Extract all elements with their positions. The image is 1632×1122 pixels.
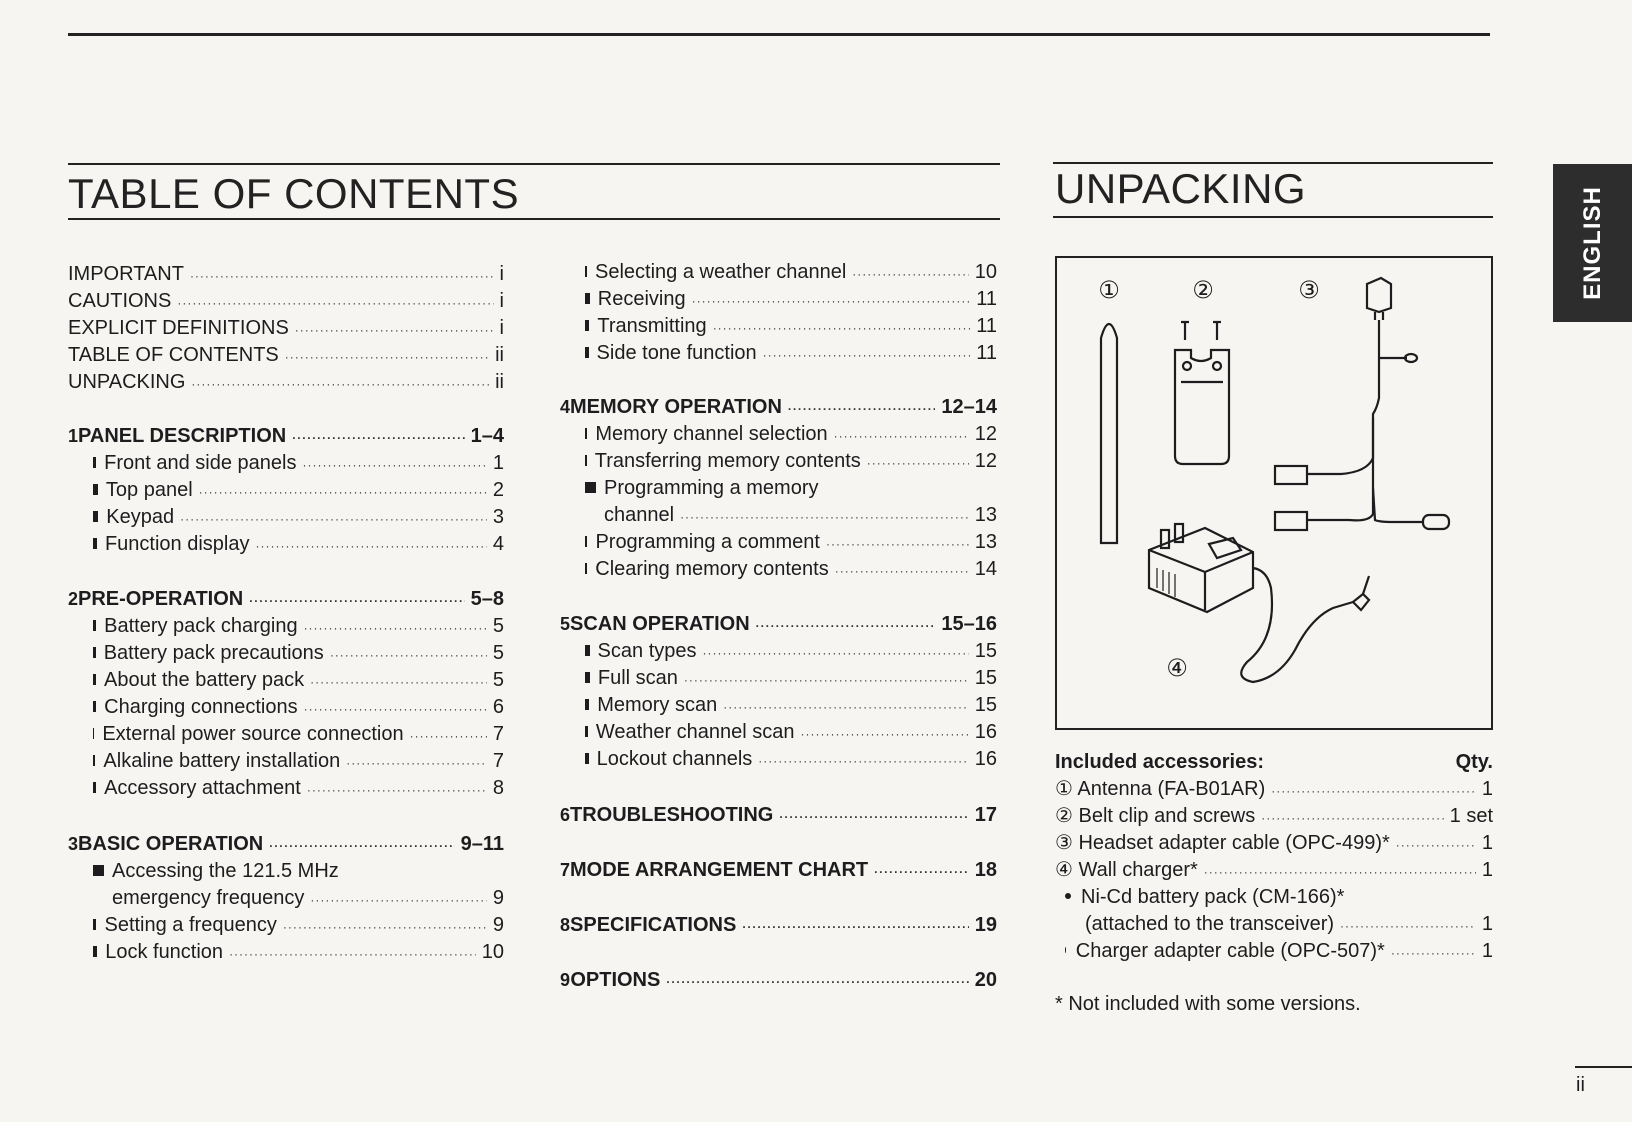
toc-entry[interactable]: EXPLICIT DEFINITIONS ····· i [68,316,504,342]
square-bullet-icon [93,674,96,685]
toc-entry[interactable]: Selecting a weather channel ····· 10 [585,260,997,286]
square-bullet-icon [93,755,95,766]
toc-entry[interactable]: Accessing the 121.5 MHz [93,859,504,883]
toc-entry[interactable]: Alkaline battery installation ····· 7 [93,749,504,775]
square-bullet-icon [585,699,589,710]
figure-label-4: ④ [1166,654,1188,682]
square-bullet-icon [585,320,589,331]
square-bullet-icon [93,511,98,522]
toc-section-1[interactable]: 1 PANEL DESCRIPTION ····· 1–4 [68,424,504,450]
toc-entry[interactable]: Battery pack charging ····· 5 [93,614,504,640]
top-rule [68,33,1490,36]
toc-entry[interactable]: Keypad ····· 3 [93,505,504,531]
square-bullet-icon [585,266,587,277]
toc-entry[interactable]: Charging connections ····· 6 [93,695,504,721]
toc-entry[interactable]: Front and side panels ····· 1 [93,451,504,477]
square-bullet-icon [585,455,587,466]
square-bullet-icon [93,701,96,712]
page-number: ii [1576,1074,1585,1096]
toc-entry[interactable]: CAUTIONS ····· i [68,289,504,315]
accessory-item: Ni-Cd battery pack (CM-166)* [1055,885,1493,909]
footnote: * Not included with some versions. [1055,993,1361,1015]
square-bullet-icon [93,728,94,739]
toc-entry[interactable]: Lock function ····· 10 [93,940,504,966]
toc-entry[interactable]: Programming a comment ····· 13 [585,530,997,556]
toc-entry[interactable]: Accessory attachment ····· 8 [93,776,504,802]
toc-entry[interactable]: Transmitting ····· 11 [585,314,997,340]
unpacking-title: UNPACKING [1055,165,1307,212]
toc-entry[interactable]: Weather channel scan ····· 16 [585,720,997,746]
square-bullet-icon [93,620,96,631]
unpacking-title-rule-bottom [1053,216,1493,218]
toc-entry[interactable]: IMPORTANT ····· i [68,262,504,288]
toc-entry[interactable]: Top panel ····· 2 [93,478,504,504]
square-bullet-icon [585,563,587,574]
accessory-item: ① Antenna (FA-B01AR) ····· 1 [1055,777,1493,803]
language-tab[interactable]: ENGLISH [1553,164,1632,322]
square-bullet-icon [585,482,596,493]
square-bullet-icon [585,672,590,683]
dot-bullet-icon [1065,947,1066,953]
page-number-rule [1575,1066,1632,1068]
toc-entry[interactable]: Memory channel selection ····· 12 [585,422,997,448]
toc-entry[interactable]: About the battery pack ····· 5 [93,668,504,694]
toc-entry[interactable]: channel ····· 13 [604,503,997,529]
toc-entry[interactable]: Battery pack precautions ····· 5 [93,641,504,667]
accessories-illustration [1055,256,1493,730]
toc-section-2[interactable]: 2 PRE-OPERATION ····· 5–8 [68,587,504,613]
toc-entry[interactable]: Setting a frequency ····· 9 [93,913,504,939]
accessory-item: ③ Headset adapter cable (OPC-499)* ····· 1 [1055,831,1493,857]
toc-entry[interactable]: Scan types ····· 15 [585,639,997,665]
toc-entry[interactable]: Programming a memory [585,476,997,500]
belt-clip-icon [1175,322,1229,464]
square-bullet-icon [585,753,589,764]
square-bullet-icon [93,946,97,957]
square-bullet-icon [585,347,589,358]
square-bullet-icon [585,428,587,439]
figure-label-2: ② [1192,276,1214,304]
toc-entry[interactable]: Full scan ····· 15 [585,666,997,692]
toc-title-rule-bottom [68,218,1000,220]
toc-entry[interactable]: Receiving ····· 11 [585,287,997,313]
toc-entry[interactable]: Lockout channels ····· 16 [585,747,997,773]
accessory-item: ② Belt clip and screws ····· 1 set [1055,804,1493,830]
toc-entry[interactable]: emergency frequency ····· 9 [112,886,504,912]
toc-title: TABLE OF CONTENTS [68,170,520,217]
toc-entry[interactable]: Function display ····· 4 [93,532,504,558]
toc-entry[interactable]: UNPACKING ····· ii [68,370,504,396]
square-bullet-icon [93,865,104,876]
toc-entry[interactable]: Side tone function ····· 11 [585,341,997,367]
square-bullet-icon [585,726,588,737]
toc-title-rule-top [68,163,1000,165]
square-bullet-icon [93,782,96,793]
square-bullet-icon [585,645,590,656]
square-bullet-icon [585,536,587,547]
accessories-drawing [1057,258,1491,728]
accessory-item: (attached to the transceiver) ····· 1 [1085,912,1493,938]
headset-cable-icon [1275,278,1449,530]
toc-section-4[interactable]: 4 MEMORY OPERATION ····· 12–14 [560,395,997,421]
toc-entry[interactable]: Transferring memory contents ····· 12 [585,449,997,475]
dot-bullet-icon [1065,893,1071,899]
antenna-icon [1101,324,1117,543]
toc-section-6[interactable]: 6 TROUBLESHOOTING ····· 17 [560,803,997,829]
square-bullet-icon [93,647,96,658]
figure-label-3: ③ [1298,276,1320,304]
square-bullet-icon [93,919,96,930]
toc-entry[interactable]: TABLE OF CONTENTS ····· ii [68,343,504,369]
toc-section-8[interactable]: 8 SPECIFICATIONS ····· 19 [560,913,997,939]
unpacking-title-rule-top [1053,162,1493,164]
toc-section-5[interactable]: 5 SCAN OPERATION ····· 15–16 [560,612,997,638]
toc-entry[interactable]: External power source connection ····· 7 [93,722,504,748]
square-bullet-icon [93,484,98,495]
accessory-item: ④ Wall charger* ····· 1 [1055,858,1493,884]
figure-label-1: ① [1098,276,1120,304]
square-bullet-icon [585,293,590,304]
accessory-item: Charger adapter cable (OPC-507)* ····· 1 [1055,939,1493,965]
accessories-header: Included accessories: Qty. [1055,751,1493,773]
square-bullet-icon [93,538,97,549]
toc-entry[interactable]: Clearing memory contents ····· 14 [585,557,997,583]
toc-section-7[interactable]: 7 MODE ARRANGEMENT CHART ····· 18 [560,858,997,884]
square-bullet-icon [93,457,96,468]
toc-entry[interactable]: Memory scan ····· 15 [585,693,997,719]
toc-section-3[interactable]: 3 BASIC OPERATION ····· 9–11 [68,832,504,858]
toc-section-9[interactable]: 9 OPTIONS ····· 20 [560,968,997,994]
